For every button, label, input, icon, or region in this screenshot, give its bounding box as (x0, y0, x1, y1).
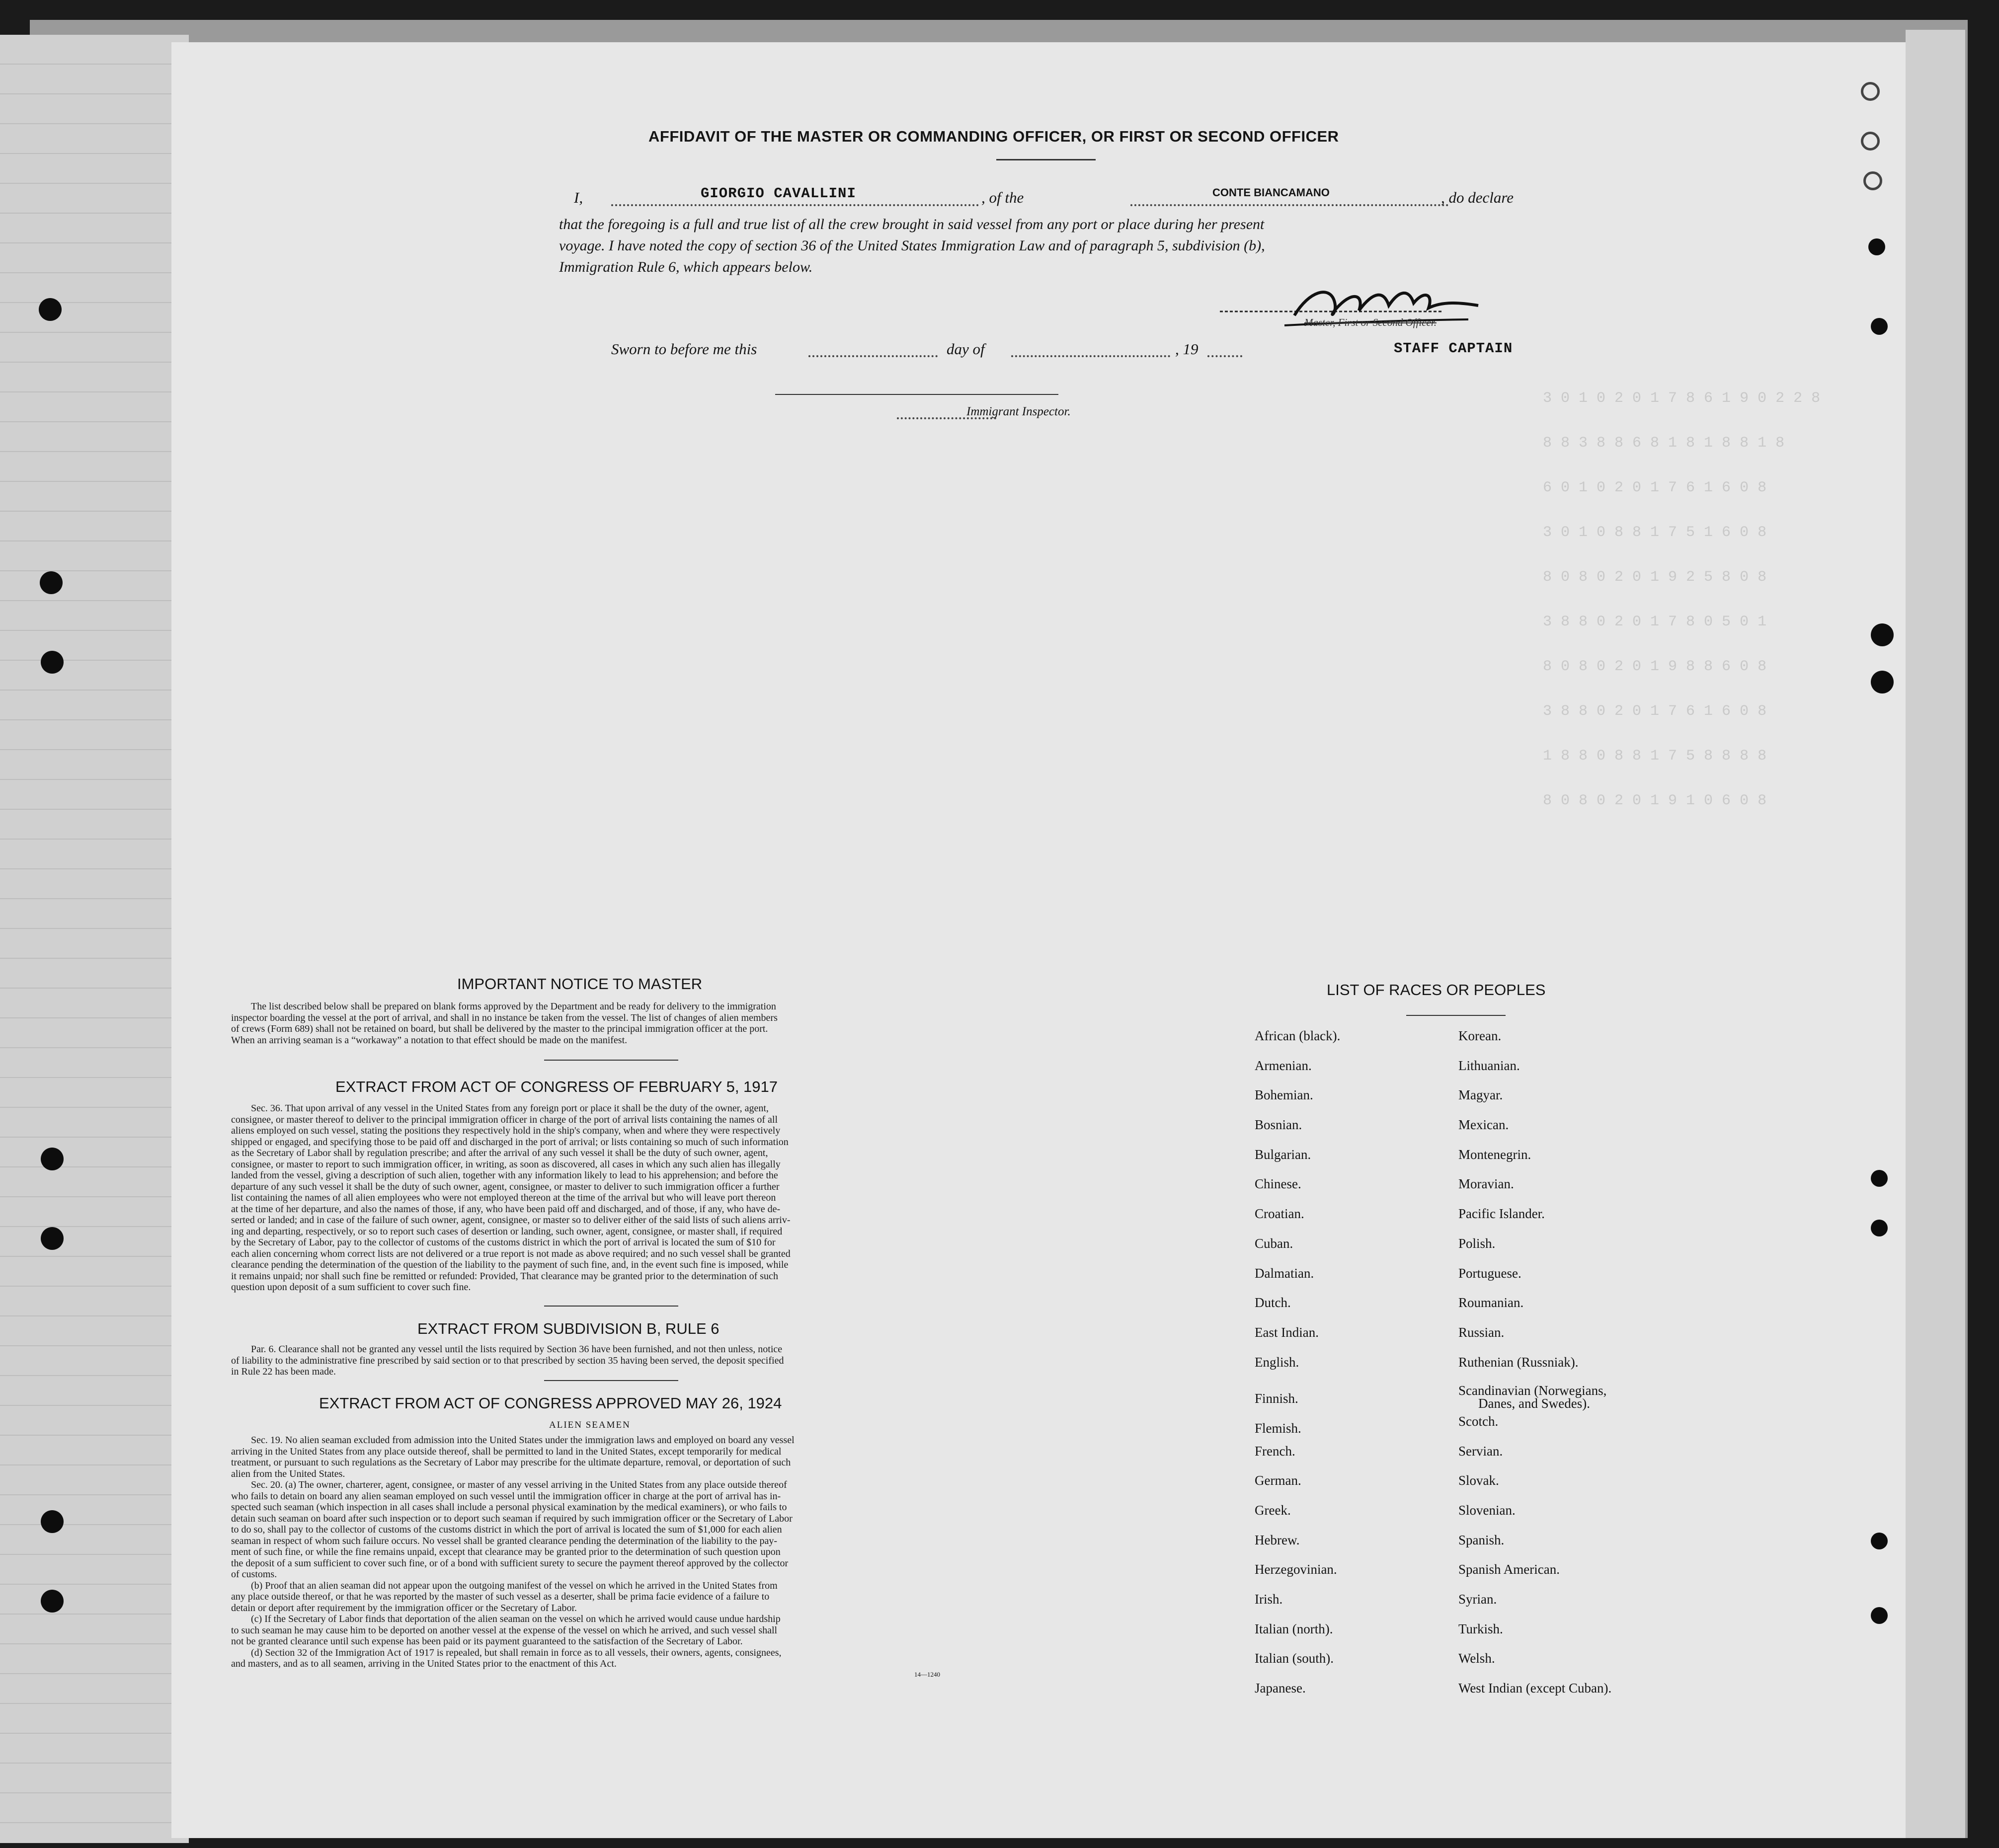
race-item: Montenegrin. (1458, 1147, 1531, 1162)
race-item: Lithuanian. (1458, 1058, 1520, 1073)
race-item: Bohemian. (1255, 1087, 1313, 1103)
affidavit-title: AFFIDAVIT OF THE MASTER OR COMMANDING OFFICER, OR FIRST OR SECOND OFFICER (648, 128, 1339, 145)
races-column-2 (1458, 1028, 1611, 1710)
race-item: Herzegovinian. (1255, 1562, 1337, 1577)
signature-caption: Master, First or Second Officer. (1304, 316, 1437, 328)
race-item: Japanese. (1255, 1681, 1306, 1696)
race-item: Scotch. (1458, 1413, 1499, 1429)
do-declare-label: , do declare (1441, 189, 1514, 206)
race-item: Slovak. (1458, 1473, 1499, 1488)
affidavit-body-line: voyage. I have noted the copy of section 36 of the United States Immigration Law and of paragraph 5, subdivision (b), (559, 237, 1265, 254)
race-item: Turkish. (1458, 1621, 1503, 1636)
month-blank (1011, 355, 1170, 357)
divider (1406, 1015, 1506, 1016)
extract-rule6-text: Par. 6. Clearance shall not be granted any vessel until the lists required by Section 36 have been furnished, and not then unless, notice of liability to the administrative fine prescribed by said section or to that prescribed by section 35 having been served, the deposit specified in Rule 22 has been made. (231, 1344, 784, 1377)
race-item: Korean. (1458, 1028, 1502, 1043)
race-item: Bosnian. (1255, 1117, 1302, 1133)
race-item: English. (1255, 1354, 1299, 1370)
race-item: Spanish. (1458, 1532, 1505, 1547)
year-blank (1207, 355, 1242, 357)
race-item: Moravian. (1458, 1176, 1514, 1192)
binder-hole (1863, 171, 1882, 190)
race-item: Bulgarian. (1255, 1147, 1311, 1162)
race-item: Portuguese. (1458, 1265, 1521, 1281)
binder-hole (1871, 1220, 1888, 1236)
staff-captain-stamp: STAFF CAPTAIN (1394, 340, 1513, 357)
race-item: Cuban. (1255, 1235, 1293, 1251)
race-item: Dutch. (1255, 1295, 1291, 1310)
race-item: Ruthenian (Russniak). (1458, 1354, 1579, 1370)
extract-1917-text: Sec. 36. That upon arrival of any vessel in the United States from any foreign port or place it shall be the duty of the owner, agent, consignee, or master thereof to deliver to the principal immigration officer in charge of the port of arrival lists containing the names of all aliens employed on such vessel, stating the positions they respectively hold in the ship's company, when and where they were respectively shipped or engaged, and specifying those to be paid off and discharged in the port of arrival; or lists containing so much of such information as the Secretary of Labor shall by regulation prescribe; and after the arrival of any such vessel it shall be the duty of such owner, agent, consignee, or master to report to such immigration officer, in writing, as soon as discovered, all cases in which any such alien has illegally landed from the vessel, giving a description of such alien, together with any information likely to lead to his apprehension; and before the departure of any such vessel it shall be the duty of such owner, agent, consignee, or master to deliver to such immigration officer a further list containing the names of all alien employees who were not employed thereon at the time of the arrival but who will leave port thereon at the time of her departure, and also the names of those, if any, who have been paid off and discharged, and of those, if any, who have de- serted or landed; and in case of the failure of such owner, agent, consignee, or master so to deliver either of the said lists of such aliens arriv- ing and departing, respectively, or so to report such cases of desertion or landing, such owner, agent, consignee, or master shall, if required by the Secretary of Labor, pay to the collector of customs of the customs district in which the port of arrival is located the sum of $10 for each alien concerning whom correct lists are not delivered or a true report is not made as above required; and no such vessel shall be granted clearance pending the determination of the question of the liability to the payment of such fine, and, in the event such fine is imposed, while it remains unpaid; nor shall such fine be remitted or refunded: Provided, That clearance may be granted prior to the determination of such question upon deposit of a sum sufficient to cover such fine. (231, 1103, 791, 1293)
race-item: Magyar. (1458, 1087, 1503, 1103)
alien-seamen-subtitle: ALIEN SEAMEN (549, 1420, 631, 1430)
binder-hole (1871, 1533, 1888, 1549)
race-item: Roumanian. (1458, 1295, 1524, 1310)
year-label: , 19 (1175, 340, 1199, 358)
notice-title: IMPORTANT NOTICE TO MASTER (457, 975, 703, 993)
race-item: Croatian. (1255, 1206, 1304, 1222)
extract-rule6-title: EXTRACT FROM SUBDIVISION B, RULE 6 (417, 1320, 720, 1337)
race-item: Slovenian. (1458, 1503, 1516, 1518)
form-number: 14—1240 (914, 1671, 940, 1678)
vessel-blank (1130, 204, 1448, 206)
inspector-signature-line (775, 394, 1058, 395)
inspector-label: Immigrant Inspector. (966, 405, 1071, 418)
extract-1924-title: EXTRACT FROM ACT OF CONGRESS APPROVED MAY 26, 1924 (319, 1394, 782, 1412)
race-item: Finnish. (1255, 1391, 1298, 1406)
officer-name: GIORGIO CAVALLINI (701, 185, 856, 202)
race-item: East Indian. (1255, 1324, 1319, 1340)
divider (544, 1306, 678, 1307)
race-item-line: Scandinavian (Norwegians, (1458, 1383, 1607, 1398)
extract-1924-text: Sec. 19. No alien seaman excluded from admission into the United States under the immigration laws and employed on board any vessel arriving in the United States from any place outside thereof, shall be permitted to land in the United States, except temporarily for medical treatment, or pursuant to such regulations as the Secretary of Labor may prescribe for the ultimate departure, removal, or deportation of such alien from the United States. Sec. 20. (a) The owner, charterer, agent, consignee, or master of any vessel arriving in the United States from any place outside thereof who fails to detain on board any alien seaman employed on such vessel until the immigration officer in charge at the port of arrival has in- spected such seaman (which inspection in all cases shall include a personal physical examination by the medical examiners), or who fails to detain such seaman on board after such inspection or to deport such seaman if required by such immigration officer or the Secretary of Labor to do so, shall pay to the collector of customs of the customs district in which the port of arrival is located the sum of $1,000 for each alien seaman in respect of whom such failure occurs. No vessel shall be granted clearance pending the determination of the liability to the pay- ment of such fine, or while the fine remains unpaid, except that clearance may be granted prior to the determination of such question upon the deposit of a sum sufficient to cover such fine, or of a bond with sufficient surety to secure the payment thereof approved by the collector of customs. (b) Proof that an alien seaman did not appear upon the outgoing manifest of the vessel on which he arrived in the United States from any place outside thereof, or that he was reported by the master of such vessel as a deserter, shall be prima facie evidence of a failure to detain or deport after requirement by the immigration officer or the Secretary of Labor. (c) If the Secretary of Labor finds that deportation of the alien seaman on the vessel on which he arrived would cause undue hardship to such seaman he may cause him to be deported on another vessel at the expense of the vessel on which he arrived, and such vessel shall not be granted clearance until such expense has been paid or its payment guaranteed to the satisfaction of the Secretary of Labor. (d) Section 32 of the Immigration Act of 1917 is repealed, but shall remain in force as to all vessels, their owners, agents, consignees, and masters, and as to all seamen, arriving in the United States prior to the enactment of this Act. (231, 1435, 795, 1669)
binder-hole (1868, 238, 1885, 255)
race-item: Welsh. (1458, 1651, 1495, 1666)
race-item-line: Danes, and Swedes). (1478, 1396, 1590, 1411)
binder-hole (1871, 1170, 1888, 1187)
i-label: I, (574, 189, 583, 206)
binder-hole (41, 651, 64, 674)
race-item: African (black). (1255, 1028, 1341, 1043)
race-item: Spanish American. (1458, 1562, 1560, 1577)
binder-hole (39, 298, 62, 321)
of-the-label: , of the (981, 189, 1024, 206)
race-item: Hebrew. (1255, 1532, 1300, 1547)
crew-list-page: 3 0 1 0 2 0 1 7 8 6 1 9 0 2 2 8 8 8 3 8 8 6 8 1 8 1 8 8 1 8 6 0 1 0 2 0 1 7 6 1 6 0 8 3 0 1 0 8 8 1 7 5 1 6 0 8 8 0 8 0 2 0 1 9 2 5 8 0 8 3 8 8 0 2 0 1 7 8 0 5 0 1 8 0 8 0 2 0 1 9 8 8 6 0 8 3 8 8 0 2 0 1 7 6 1 6 0 8 1 8 8 0 8 8 1 7 5 8 8 8 8 8 0 8 0 2 0 1 9 1 0 6 0 8 AFFIDAVIT OF THE MASTER OR COMMANDING OFFICER, OR FIRST OR SECOND OFFICER I, GIORGIO CAVALLINI , of the CONTE BIANCAMANO , do declare that the foregoing is a full and true list of all the crew brought in said vessel from any port or place during her present voyage. I have noted the copy of section 36 of the United States Immigration Law and of paragraph 5, subdivision (b), Immigration Rule 6, which appears below. Master, First or Second Officer. Sworn to before me this day of , 19 STAFF CAPTAIN Immigrant Inspector. IMPORTANT NOTICE TO MASTER The list described below shall be prepared on blank forms approved by the Department and be ready for delivery to the immigration inspector boarding the vessel at the port of arrival, and shall in no instance be taken from the vessel. The list of changes of alien members of crews (Form 689) shall not be retained on board, but shall be delivered by the master to the principal immigration officer at the port. When an arriving seaman is a “workaway” a notation to that effect should be made on the manifest. EXTRACT FROM ACT OF CONGRESS OF FEBRUARY 5, 1917 Sec. 36. That upon arrival of any vessel in the United States from any foreign port or place it shall be the duty of the owner, agent, consignee, or master thereof to deliver to the principal immigration officer in charge of the port of arrival lists containing the names of all aliens employed on such vessel, stating the positions they respectively hold in the ship's company, when and where they were respectively shipped or engaged, and specifying those to be paid off and discharged in the port of arrival; or lists containing so much of such information as the Secretary of Labor shall by regulation prescribe; and after the arrival of any such vessel it shall be the duty of such owner, agent, consignee, or master to report to such immigration officer, in writing, as soon as discovered, all cases in which any such alien has illegally landed from the vessel, giving a description of such alien, together with any information likely to lead to his apprehension; and before the departure of any such vessel it shall be the duty of such owner, agent, consignee, or master to deliver to such immigration officer a further list containing the names of all alien employees who were not employed thereon at the time of the arrival but who will leave port thereon at the time of her departure, and also the names of those, if any, who have been paid off and discharged, and of those, if any, who have de- serted or landed; and in case of the failure of such owner, agent, consignee, or master so to deliver either of the said lists of such aliens arriv- ing and departing, respectively, or so to report such cases of desertion or landing, such owner, agent, consignee, or master shall, if required by the Secretary of Labor, pay to the collector of customs of the customs district in which the port of arrival is located the sum of $10 for each alien concerning whom correct lists are not delivered or a true report is not made as above required; and no such vessel shall be granted clearance pending the determination of the question of the liability to the payment of such fine, and, in the event such fine is imposed, while it remains unpaid; nor shall such fine be remitted or refunded: Provided, That clearance may be granted prior to the determination of such question upon deposit of a sum sufficient to cover such fine. EXTRACT FROM SUBDIVISION B, RULE 6 Par. 6. Clearance shall not be granted any vessel until the lists required by Section 36 have been furnished, and not then unless, notice of liability to the administrative fine prescribed by said section or to that prescribed by section 35 having been served, the deposit specified in Rule 22 has been made. EXTRACT FROM ACT OF CONGRESS APPROVED MAY 26, 1924 ALIEN SEAMEN Sec. 19. No alien seaman excluded from admission into the United States under the immigration laws and employed on board any vessel arriving in the United States from any place outside thereof, shall be permitted to land in the United States, except temporarily for medical treatment, or pursuant to such regulations as the Secretary of Labor may prescribe for the ultimate departure, removal, or deportation of such alien from the United States. Sec. 20. (a) The owner, charterer, agent, consignee, or master of any vessel arriving in the United States from any place outside thereof who fails to detain on board any alien seaman employed on such vessel until the immigration officer in charge at the port of arrival has in- spected such seaman (which inspection in all cases shall include a personal physical examination by the medical examiners), or who fails to detain such seaman on board after such inspection or to deport such seaman if required by such immigration officer or the Secretary of Labor to do so, shall pay to the collector of customs of the customs district in which the port of arrival is located the sum of $1,000 for each alien seaman in respect of whom such failure occurs. No vessel shall be granted clearance pending the determination of the liability to the pay- ment of such fine, or while the fine remains unpaid, except that clearance may be granted prior to the determination of such question upon the deposit of a sum sufficient to cover such fine, or of a bond with sufficient surety to secure the payment thereof approved by the collector of customs. (b) Proof that an alien seaman did not appear upon the outgoing manifest of the vessel on which he arrived in the United States from any place outside thereof, or that he was reported by the master of such vessel as a deserter, shall be prima facie evidence of a failure to detain or deport after requirement by the immigration officer or the Secretary of Labor. (c) If the Secretary of Labor finds that deportation of the alien seaman on the vessel on which he arrived would cause undue hardship to such seaman he may cause him to be deported on another vessel at the expense of the vessel on which he arrived, and such vessel shall not be granted clearance until such expense has been paid or its payment guaranteed to the satisfaction of the Secretary of Labor. (d) Section 32 of the Immigration Act of 1917 is repealed, but shall remain in force as to all vessels, their owners, agents, consignees, and masters, and as to all seamen, arriving in the United States prior to the enactment of this Act. 14—1240 LIST OF RACES OR PEOPLES African (black). Armenian. Bohemian. Bosnian. Bulgarian. Chinese. Croatian. Cuban. Dalmatian. Dutch. East Indian. English. Finnish. Flemish. French. German. Greek. Hebrew. Herzegovinian. Irish. Italian (north). Italian (south). Japanese. Korean. Lithuanian. Magyar. Mexican. Montenegrin. Moravian. Pacific Islander. Polish. Portuguese. Roumanian. Russian. Ruthenian (Russniak). Scandinavian (Norwegians, Danes, and Swedes). Scotch. Servian. Slovak. Slovenian. Spanish. Spanish American. Syrian. Turkish. Welsh. West Indian (except Cuban). (171, 42, 1906, 1838)
binder-hole (1861, 132, 1880, 151)
notice-text: The list described below shall be prepared on blank forms approved by the Department and be ready for delivery to the immigration inspector boarding the vessel at the port of arrival, and shall in no instance be taken from the vessel. The list of changes of alien members of crews (Form 689) shall not be retained on board, but shall be delivered by the master to the principal immigration officer at the port. When an arriving seaman is a “workaway” a notation to that effect should be made on the manifest. (231, 1001, 778, 1046)
race-item: Pacific Islander. (1458, 1206, 1545, 1222)
race-item: Mexican. (1458, 1117, 1509, 1133)
race-item: West Indian (except Cuban). (1458, 1681, 1612, 1696)
sworn-label: Sworn to before me this (611, 340, 757, 358)
race-item: Dalmatian. (1255, 1265, 1314, 1281)
race-item: Irish. (1255, 1592, 1283, 1607)
race-item: Chinese. (1255, 1176, 1301, 1192)
race-item: Armenian. (1255, 1058, 1312, 1073)
race-item: Polish. (1458, 1235, 1496, 1251)
race-item: Italian (north). (1255, 1621, 1333, 1636)
affidavit-body-line: Immigration Rule 6, which appears below. (559, 259, 813, 275)
race-item: Syrian. (1458, 1592, 1497, 1607)
affidavit-body-line: that the foregoing is a full and true list of all the crew brought in said vessel from any port or place during her present (559, 216, 1265, 232)
divider (996, 159, 1096, 160)
binder-hole (41, 1148, 64, 1170)
race-item: French. (1255, 1443, 1295, 1459)
left-ledger-edge (0, 35, 189, 1843)
binder-hole (41, 1590, 64, 1613)
divider (544, 1380, 678, 1381)
binder-hole (40, 571, 63, 594)
binder-hole (1861, 82, 1880, 101)
race-item (1458, 1384, 1611, 1414)
day-of-label: day of (947, 340, 985, 358)
race-item: Servian. (1458, 1443, 1503, 1459)
race-item: German. (1255, 1473, 1301, 1488)
vessel-name: CONTE BIANCAMANO (1212, 186, 1330, 199)
race-item: Flemish. (1255, 1420, 1301, 1436)
day-blank (808, 355, 938, 357)
binder-hole (1871, 671, 1894, 693)
race-item: Italian (south). (1255, 1651, 1334, 1666)
divider (544, 1060, 678, 1061)
binder-hole (1871, 1607, 1888, 1624)
officer-signature (1210, 281, 1483, 340)
binder-hole (41, 1227, 64, 1250)
extract-1917-title: EXTRACT FROM ACT OF CONGRESS OF FEBRUARY 5, 1917 (335, 1078, 778, 1095)
right-page-edge (1906, 30, 1965, 1838)
race-item: Greek. (1255, 1503, 1291, 1518)
binder-hole (1871, 318, 1888, 335)
races-title: LIST OF RACES OR PEOPLES (1327, 981, 1546, 999)
name-blank (611, 204, 979, 206)
races-column-1 (1255, 1028, 1340, 1710)
race-item: Russian. (1458, 1324, 1505, 1340)
binder-hole (41, 1510, 64, 1533)
binder-hole (1871, 623, 1894, 646)
